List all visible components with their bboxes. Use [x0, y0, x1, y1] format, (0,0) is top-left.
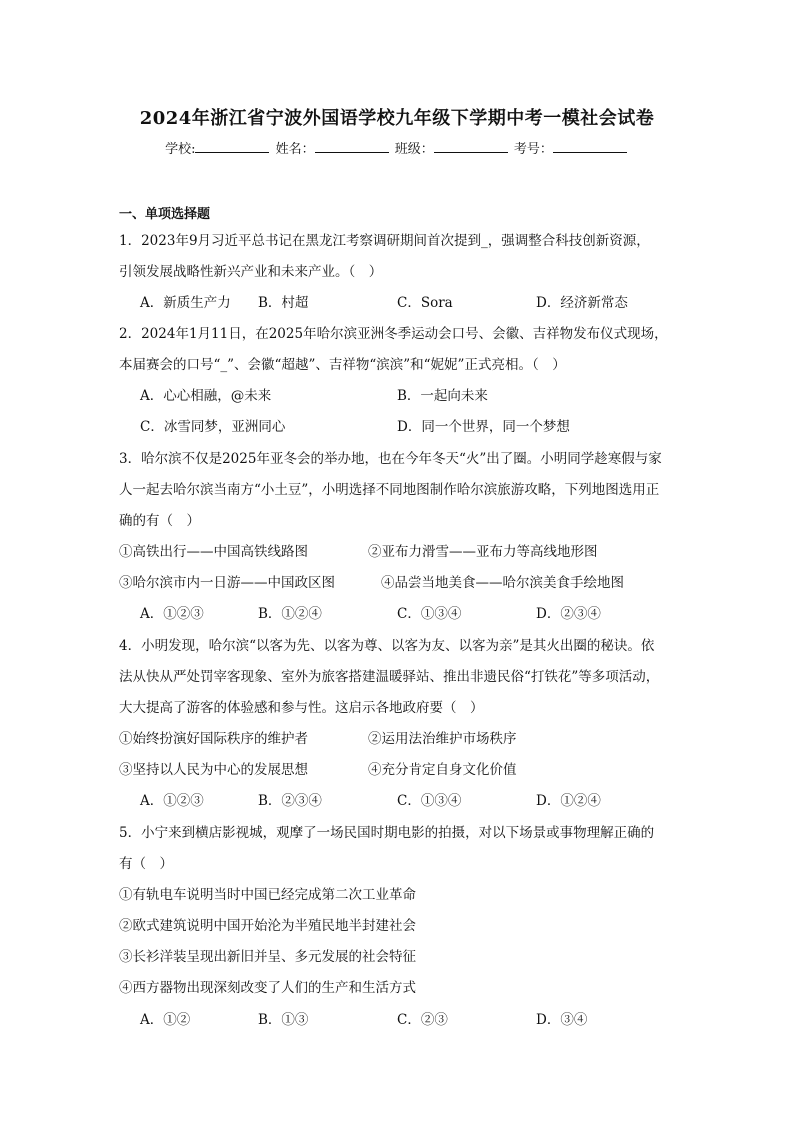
school-blank — [195, 140, 269, 153]
q5-statement-2: ②欧式建筑说明中国开始沦为半殖民地半封建社会 — [119, 918, 416, 934]
q5-statement-4: ④西方器物出现深刻改变了人们的生产和生活方式 — [119, 980, 416, 996]
section-title: 一、单项选择题 — [119, 207, 211, 222]
q3-statement-2: ②亚布力滑雪——亚布力等高线地形图 — [368, 544, 598, 560]
q1-stem-line1: 1．2023年9月习近平总书记在黑龙江考察调研期间首次提到_，强调整合科技创新资源， — [119, 233, 650, 249]
q4-statement-3: ③坚持以人民为中心的发展思想 — [119, 762, 308, 778]
school-label: 学校: — [165, 142, 196, 157]
q3-statement-4: ④品尝当地美食——哈尔滨美食手绘地图 — [381, 575, 624, 591]
q4-option-d: D．①②④ — [536, 793, 601, 809]
name-label: 姓名： — [275, 142, 315, 157]
q3-stem-line1: 3．哈尔滨不仅是2025年亚冬会的举办地，也在今年冬天“火”出了圈。小明同学趁寒假与家 — [119, 451, 662, 467]
q1-option-b: B．村超 — [258, 295, 309, 311]
q4-statement-1: ①始终扮演好国际秩序的维护者 — [119, 731, 308, 747]
q2-option-d: D．同一个世界，同一个梦想 — [397, 419, 570, 435]
q4-stem-line3: 大大提高了游客的体验感和参与性。这启示各地政府要（ ） — [119, 700, 484, 716]
q3-option-c: C．①③④ — [397, 606, 462, 622]
q1-option-c: C．Sora — [397, 295, 453, 311]
q3-statement-1: ①高铁出行——中国高铁线路图 — [119, 544, 308, 560]
class-label: 班级： — [394, 142, 434, 157]
q5-option-a: A．①② — [140, 1012, 191, 1028]
q4-option-a: A．①②③ — [140, 793, 204, 809]
name-blank — [315, 140, 389, 153]
q5-stem-line2: 有（ ） — [119, 856, 173, 872]
q5-statement-1: ①有轨电车说明当时中国已经完成第二次工业革命 — [119, 887, 416, 903]
class-blank — [434, 140, 508, 153]
q2-stem-line1: 2．2024年1月11日，在2025年哈尔滨亚洲冬季运动会口号、会徽、吉祥物发布仪式现场， — [119, 326, 668, 342]
q3-option-b: B．①②④ — [258, 606, 322, 622]
q5-option-d: D．③④ — [536, 1012, 588, 1028]
q4-statement-4: ④充分肯定自身文化价值 — [368, 762, 517, 778]
q5-statement-3: ③长衫洋装呈现出新旧并呈、多元发展的社会特征 — [119, 949, 416, 965]
q3-stem-line3: 确的有（ ） — [119, 513, 200, 529]
q3-statement-3: ③哈尔滨市内一日游——中国政区图 — [119, 575, 335, 591]
q3-option-a: A．①②③ — [140, 606, 204, 622]
student-info-row — [0, 138, 794, 157]
q3-option-d: D．②③④ — [536, 606, 601, 622]
q4-stem-line2: 法从快从严处罚宰客现象、室外为旅客搭建温暖驿站、推出非遗民俗“打铁花”等多项活动， — [119, 669, 660, 685]
q2-stem-line2: 本届赛会的口号“_”、会徽“超越”、吉祥物“滨滨”和“妮妮”正式亮相。（ ） — [119, 357, 566, 373]
q1-option-a: A．新质生产力 — [140, 295, 231, 311]
q3-stem-line2: 人一起去哈尔滨当南方“小土豆”，小明选择不同地图制作哈尔滨旅游攻略，下列地图选用正 — [119, 482, 660, 498]
q4-statement-2: ②运用法治维护市场秩序 — [368, 731, 517, 747]
q5-stem-line1: 5．小宁来到横店影视城，观摩了一场民国时期电影的拍摄，对以下场景或事物理解正确的 — [119, 825, 655, 841]
q4-stem-line1: 4．小明发现，哈尔滨“以客为先、以客为尊、以客为友、以客为亲”是其火出圈的秘诀。依 — [119, 638, 655, 654]
q1-option-d: D．经济新常态 — [536, 295, 628, 311]
q5-option-b: B．①③ — [258, 1012, 309, 1028]
q4-option-c: C．①③④ — [397, 793, 462, 809]
q2-option-a: A．心心相融，@未来 — [140, 388, 272, 404]
q2-option-b: B．一起向未来 — [397, 388, 488, 404]
id-blank — [553, 140, 627, 153]
q2-option-c: C．冰雪同梦，亚洲同心 — [140, 419, 286, 435]
q5-option-c: C．②③ — [397, 1012, 448, 1028]
q1-stem-line2: 引领发展战略性新兴产业和未来产业。（ ） — [119, 264, 383, 280]
exam-title: 2024年浙江省宁波外国语学校九年级下学期中考一模社会试卷 — [139, 108, 655, 129]
id-label: 考号： — [513, 142, 553, 157]
q4-option-b: B．②③④ — [258, 793, 322, 809]
